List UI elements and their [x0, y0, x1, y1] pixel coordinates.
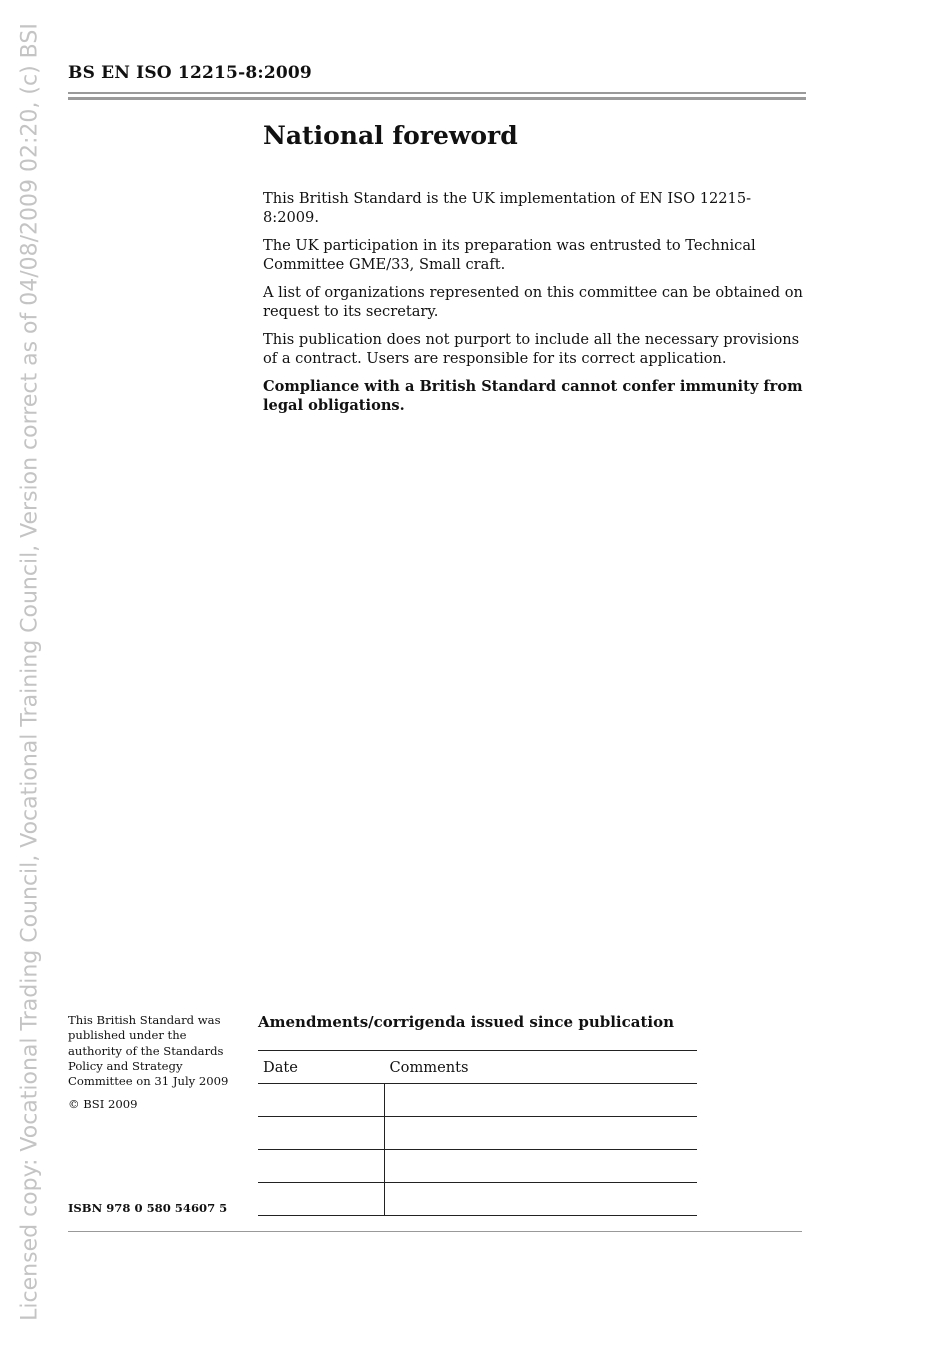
table-cell — [385, 1117, 698, 1150]
amendments-table — [258, 1050, 697, 1216]
isbn: ISBN 978 0 580 54607 5 — [68, 1201, 228, 1215]
table-cell — [385, 1183, 698, 1216]
column-header-comments: Comments — [385, 1051, 698, 1084]
document-id: BS EN ISO 12215-8:2009 — [68, 63, 312, 83]
paragraph-organizations: A list of organizations represented on this committee can be obtained on request to its secretary. — [263, 284, 803, 320]
table-cell — [258, 1117, 385, 1150]
header-rule-double — [68, 97, 806, 100]
table-row — [258, 1183, 697, 1216]
column-header-date: Date — [258, 1051, 385, 1084]
compliance-statement: Compliance with a British Standard cannot confer immunity from legal obligations. — [263, 378, 803, 414]
watermark — [0, 0, 60, 1345]
page-title: National foreword — [263, 121, 518, 150]
table-row — [258, 1084, 697, 1117]
table-row — [258, 1150, 697, 1183]
paragraph-provisions: This publication does not purport to include all the necessary provisions of a contract. Users are responsible for its correct application. — [263, 331, 800, 367]
copyright: © BSI 2009 — [68, 1097, 138, 1112]
publication-note: This British Standard was published under the authority of the Standards Policy and Strategy Committee on 31 July 2009 — [68, 1013, 229, 1089]
table-cell — [258, 1150, 385, 1183]
paragraph-implementation: This British Standard is the UK implementation of EN ISO 12215-8:2009. — [263, 190, 752, 226]
amendments-heading: Amendments/corrigenda issued since publication — [258, 1013, 674, 1031]
publication-note-block — [68, 1013, 238, 1113]
table-row — [258, 1117, 697, 1150]
table-cell — [385, 1084, 698, 1117]
paragraph-participation: The UK participation in its preparation was entrusted to Technical Committee GME/33, Small craft. — [263, 237, 756, 273]
header-rule — [68, 92, 806, 94]
table-cell — [385, 1150, 698, 1183]
table-cell — [258, 1183, 385, 1216]
foreword-body — [263, 189, 803, 424]
footer-rule — [68, 1231, 802, 1232]
watermark-text: Licensed copy: Vocational Trading Council, Vocational Training Council, Version correct as of 04/08/2009 02:20, (c) BSI — [17, 23, 43, 1321]
table-cell — [258, 1084, 385, 1117]
table-header-row — [258, 1051, 697, 1084]
